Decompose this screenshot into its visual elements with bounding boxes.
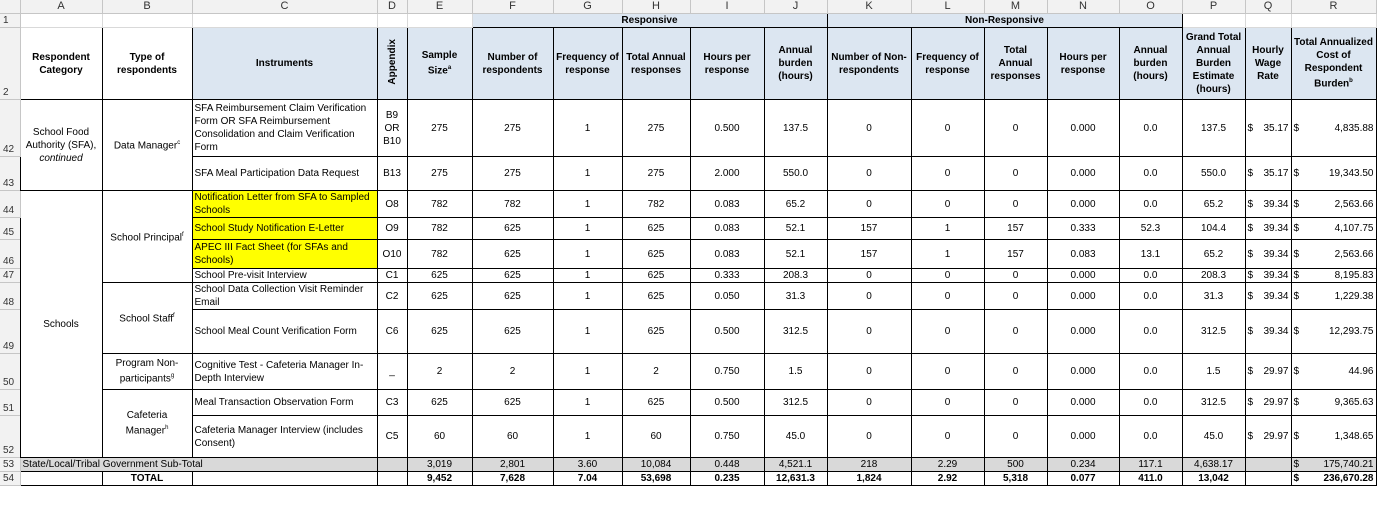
- header-nr-hours-per-response: Hours per response: [1047, 28, 1119, 100]
- subtotal-value-j[interactable]: 4,521.1: [764, 458, 827, 472]
- value-cell-k[interactable]: 0: [827, 100, 911, 157]
- total-cost-cell[interactable]: $ 1,229.38: [1291, 283, 1376, 310]
- value-cell-n[interactable]: 0.000: [1047, 354, 1119, 390]
- value-cell-i[interactable]: 0.500: [690, 390, 764, 416]
- value-cell-n[interactable]: 0.000: [1047, 157, 1119, 191]
- value-cell-o[interactable]: 0.0: [1119, 100, 1182, 157]
- value-cell-n[interactable]: 0.000: [1047, 390, 1119, 416]
- appendix-cell[interactable]: O10: [377, 240, 407, 269]
- value-cell-f[interactable]: 625: [472, 240, 553, 269]
- total-cost-cell[interactable]: $ 4,107.75: [1291, 218, 1376, 240]
- value-cell-e[interactable]: 2: [407, 354, 472, 390]
- value-cell-i[interactable]: 2.000: [690, 157, 764, 191]
- value-cell-n[interactable]: 0.000: [1047, 416, 1119, 458]
- value-cell-i[interactable]: 0.500: [690, 310, 764, 354]
- header-nr-annual-burden: Annual burden (hours): [1119, 28, 1182, 100]
- subtotal-value-g[interactable]: 3.60: [553, 458, 622, 472]
- value-cell-p[interactable]: 65.2: [1182, 191, 1245, 218]
- subtotal-value-f[interactable]: 2,801: [472, 458, 553, 472]
- value-cell-i[interactable]: 0.083: [690, 240, 764, 269]
- value-cell-i[interactable]: 0.333: [690, 269, 764, 283]
- total-appendix[interactable]: [377, 472, 407, 486]
- value-cell-i[interactable]: 0.750: [690, 416, 764, 458]
- table-row: [0, 100, 1376, 157]
- instrument-cell[interactable]: Cognitive Test - Cafeteria Manager In-Depth Interview: [192, 354, 377, 390]
- value-cell-h[interactable]: 625: [622, 269, 690, 283]
- column-header-p[interactable]: P: [1182, 0, 1245, 14]
- value-cell-k[interactable]: 0: [827, 390, 911, 416]
- table-row: [0, 283, 1376, 310]
- value-cell-f[interactable]: 275: [472, 157, 553, 191]
- value-cell-k[interactable]: 0: [827, 191, 911, 218]
- value-cell-m[interactable]: 157: [984, 218, 1047, 240]
- value-cell-g[interactable]: 1: [553, 390, 622, 416]
- value-cell-g[interactable]: 1: [553, 269, 622, 283]
- value-cell-e[interactable]: 275: [407, 157, 472, 191]
- value-cell-k[interactable]: 0: [827, 283, 911, 310]
- table-row: [0, 354, 1376, 390]
- value-cell-g[interactable]: 1: [553, 416, 622, 458]
- value-cell-o[interactable]: 0.0: [1119, 157, 1182, 191]
- value-cell-l[interactable]: 0: [911, 191, 984, 218]
- value-cell-n[interactable]: 0.000: [1047, 191, 1119, 218]
- value-cell-n[interactable]: 0.000: [1047, 310, 1119, 354]
- row-number[interactable]: 42: [0, 100, 20, 157]
- row-number[interactable]: 46: [0, 240, 20, 269]
- value-cell-m[interactable]: 0: [984, 390, 1047, 416]
- value-cell-h[interactable]: 625: [622, 240, 690, 269]
- subtotal-value-o[interactable]: 117.1: [1119, 458, 1182, 472]
- subtotal-row: [0, 458, 1376, 472]
- value-cell-g[interactable]: 1: [553, 354, 622, 390]
- appendix-cell[interactable]: C2: [377, 283, 407, 310]
- value-cell-f[interactable]: 275: [472, 100, 553, 157]
- value-cell-o[interactable]: 0.0: [1119, 416, 1182, 458]
- group-responsive: Responsive: [472, 14, 827, 28]
- hourly-wage-cell[interactable]: $ 29.97: [1245, 390, 1291, 416]
- value-cell-h[interactable]: 2: [622, 354, 690, 390]
- value-cell-p[interactable]: 312.5: [1182, 390, 1245, 416]
- row-number[interactable]: 49: [0, 310, 20, 354]
- column-header-i[interactable]: I: [690, 0, 764, 14]
- value-cell-p[interactable]: 312.5: [1182, 310, 1245, 354]
- respondent-type-cell[interactable]: Data Manager$^c$: [102, 100, 192, 191]
- column-header-d[interactable]: D: [377, 0, 407, 14]
- column-header-h[interactable]: H: [622, 0, 690, 14]
- value-cell-l[interactable]: 0: [911, 269, 984, 283]
- header-nr-frequency-of-response: Frequency of response: [911, 28, 984, 100]
- table-row: [0, 310, 1376, 354]
- row-number[interactable]: 2: [0, 28, 20, 100]
- value-cell-l[interactable]: 0: [911, 310, 984, 354]
- subtotal-value-l[interactable]: 2.29: [911, 458, 984, 472]
- total-cost-cell[interactable]: $ 4,835.88: [1291, 100, 1376, 157]
- instrument-cell[interactable]: School Data Collection Visit Reminder Email: [192, 283, 377, 310]
- value-cell-p[interactable]: 208.3: [1182, 269, 1245, 283]
- hourly-wage-cell[interactable]: $ 35.17: [1245, 100, 1291, 157]
- total-blank[interactable]: [192, 472, 377, 486]
- total-value-p[interactable]: 13,042: [1182, 472, 1245, 486]
- value-cell-j[interactable]: 137.5: [764, 100, 827, 157]
- column-header-g[interactable]: G: [553, 0, 622, 14]
- value-cell-o[interactable]: 0.0: [1119, 283, 1182, 310]
- hourly-wage-cell[interactable]: $ 39.34: [1245, 240, 1291, 269]
- total-value-i[interactable]: 0.235: [690, 472, 764, 486]
- value-cell-h[interactable]: 60: [622, 416, 690, 458]
- value-cell-m[interactable]: 0: [984, 283, 1047, 310]
- total-cost-cell[interactable]: $ 9,365.63: [1291, 390, 1376, 416]
- hourly-wage-cell[interactable]: $ 39.34: [1245, 283, 1291, 310]
- respondent-type-cell[interactable]: School Staff$^f$: [102, 283, 192, 354]
- column-header-f[interactable]: F: [472, 0, 553, 14]
- appendix-cell[interactable]: C5: [377, 416, 407, 458]
- header-instruments: Instruments: [192, 28, 377, 100]
- respondent-type-cell[interactable]: Program Non-participants$^g$: [102, 354, 192, 390]
- value-cell-o[interactable]: 0.0: [1119, 269, 1182, 283]
- value-cell-l[interactable]: 0: [911, 283, 984, 310]
- total-blank[interactable]: [20, 472, 102, 486]
- value-cell-o[interactable]: 13.1: [1119, 240, 1182, 269]
- instrument-cell[interactable]: Meal Transaction Observation Form: [192, 390, 377, 416]
- column-header-m[interactable]: M: [984, 0, 1047, 14]
- row-number[interactable]: 53: [0, 458, 20, 472]
- total-value-e[interactable]: 9,452: [407, 472, 472, 486]
- value-cell-m[interactable]: 0: [984, 354, 1047, 390]
- value-cell-e[interactable]: 625: [407, 310, 472, 354]
- instrument-cell[interactable]: APEC III Fact Sheet (for SFAs and Schools): [192, 240, 377, 269]
- value-cell-m[interactable]: 0: [984, 157, 1047, 191]
- value-cell-f[interactable]: 2: [472, 354, 553, 390]
- value-cell-e[interactable]: 782: [407, 218, 472, 240]
- row-number[interactable]: 52: [0, 416, 20, 458]
- instrument-cell[interactable]: SFA Reimbursement Claim Verification Form OR SFA Reimbursement Consolidation and Claim Verification Form: [192, 100, 377, 157]
- total-value-k[interactable]: 1,824: [827, 472, 911, 486]
- value-cell-l[interactable]: 0: [911, 100, 984, 157]
- row-1: [0, 14, 1376, 28]
- group-non-responsive: Non-Responsive: [827, 14, 1182, 28]
- table-row: [0, 218, 1376, 240]
- hourly-wage-cell[interactable]: $ 29.97: [1245, 354, 1291, 390]
- header-total-annual-responses: Total Annual responses: [622, 28, 690, 100]
- value-cell-l[interactable]: 0: [911, 157, 984, 191]
- appendix-cell[interactable]: B9 OR B10: [377, 100, 407, 157]
- value-cell-e[interactable]: 782: [407, 240, 472, 269]
- subtotal-wage[interactable]: [1245, 458, 1291, 472]
- value-cell-p[interactable]: 137.5: [1182, 100, 1245, 157]
- column-header-n[interactable]: N: [1047, 0, 1119, 14]
- value-cell-n[interactable]: 0.333: [1047, 218, 1119, 240]
- column-header-e[interactable]: E: [407, 0, 472, 14]
- instrument-cell[interactable]: SFA Meal Participation Data Request: [192, 157, 377, 191]
- value-cell-j[interactable]: 550.0: [764, 157, 827, 191]
- value-cell-g[interactable]: 1: [553, 191, 622, 218]
- value-cell-o[interactable]: 0.0: [1119, 310, 1182, 354]
- hourly-wage-cell[interactable]: $ 39.34: [1245, 191, 1291, 218]
- column-header-row: [0, 0, 1376, 14]
- value-cell-m[interactable]: 0: [984, 100, 1047, 157]
- value-cell-l[interactable]: 0: [911, 390, 984, 416]
- value-cell-j[interactable]: 208.3: [764, 269, 827, 283]
- instrument-cell[interactable]: School Study Notification E-Letter: [192, 218, 377, 240]
- appendix-cell[interactable]: B13: [377, 157, 407, 191]
- row-2: [0, 28, 1376, 100]
- row-number[interactable]: 44: [0, 191, 20, 218]
- subtotal-value-k[interactable]: 218: [827, 458, 911, 472]
- subtotal-cost[interactable]: $ 175,740.21: [1291, 458, 1376, 472]
- value-cell-j[interactable]: 65.2: [764, 191, 827, 218]
- value-cell-o[interactable]: 0.0: [1119, 390, 1182, 416]
- column-header-q[interactable]: Q: [1245, 0, 1291, 14]
- column-header-c[interactable]: C: [192, 0, 377, 14]
- value-cell-j[interactable]: 31.3: [764, 283, 827, 310]
- value-cell-o[interactable]: 0.0: [1119, 191, 1182, 218]
- subtotal-value-p[interactable]: 4,638.17: [1182, 458, 1245, 472]
- header-annual-burden: Annual burden (hours): [764, 28, 827, 100]
- value-cell-o[interactable]: 0.0: [1119, 354, 1182, 390]
- row-number[interactable]: 51: [0, 390, 20, 416]
- total-cost-cell[interactable]: $ 12,293.75: [1291, 310, 1376, 354]
- value-cell-m[interactable]: 157: [984, 240, 1047, 269]
- subtotal-value-i[interactable]: 0.448: [690, 458, 764, 472]
- value-cell-k[interactable]: 0: [827, 269, 911, 283]
- hourly-wage-cell[interactable]: $ 29.97: [1245, 416, 1291, 458]
- value-cell-f[interactable]: 782: [472, 191, 553, 218]
- total-value-j[interactable]: 12,631.3: [764, 472, 827, 486]
- value-cell-m[interactable]: 0: [984, 191, 1047, 218]
- value-cell-k[interactable]: 157: [827, 218, 911, 240]
- total-value-l[interactable]: 2.92: [911, 472, 984, 486]
- value-cell-e[interactable]: 782: [407, 191, 472, 218]
- value-cell-n[interactable]: 0.000: [1047, 269, 1119, 283]
- value-cell-f[interactable]: 625: [472, 310, 553, 354]
- value-cell-n[interactable]: 0.000: [1047, 100, 1119, 157]
- value-cell-k[interactable]: 0: [827, 157, 911, 191]
- value-cell-e[interactable]: 275: [407, 100, 472, 157]
- respondent-type-cell[interactable]: Cafeteria Manager$^h$: [102, 390, 192, 458]
- value-cell-j[interactable]: 312.5: [764, 390, 827, 416]
- value-cell-j[interactable]: 52.1: [764, 240, 827, 269]
- header-appendix: Appendix: [377, 28, 407, 100]
- value-cell-k[interactable]: 0: [827, 416, 911, 458]
- value-cell-i[interactable]: 0.750: [690, 354, 764, 390]
- value-cell-l[interactable]: 1: [911, 240, 984, 269]
- category-continued: continued: [39, 152, 83, 164]
- column-header-l[interactable]: L: [911, 0, 984, 14]
- value-cell-j[interactable]: 1.5: [764, 354, 827, 390]
- value-cell-l[interactable]: 0: [911, 416, 984, 458]
- column-header-b[interactable]: B: [102, 0, 192, 14]
- total-cost[interactable]: $ 236,670.28: [1291, 472, 1376, 486]
- table-row: [0, 390, 1376, 416]
- column-header-a[interactable]: A: [20, 0, 102, 14]
- column-header-j[interactable]: J: [764, 0, 827, 14]
- subtotal-value-h[interactable]: 10,084: [622, 458, 690, 472]
- header-respondent-category: Respondent Category: [20, 28, 102, 100]
- subtotal-label[interactable]: State/Local/Tribal Government Sub-Total: [20, 458, 377, 472]
- subtotal-appendix[interactable]: [377, 458, 407, 472]
- value-cell-j[interactable]: 45.0: [764, 416, 827, 458]
- value-cell-m[interactable]: 0: [984, 310, 1047, 354]
- value-cell-i[interactable]: 0.500: [690, 100, 764, 157]
- appendix-cell[interactable]: C6: [377, 310, 407, 354]
- value-cell-m[interactable]: 0: [984, 269, 1047, 283]
- instrument-cell[interactable]: Cafeteria Manager Interview (includes Consent): [192, 416, 377, 458]
- total-value-n[interactable]: 0.077: [1047, 472, 1119, 486]
- appendix-cell[interactable]: C3: [377, 390, 407, 416]
- total-value-o[interactable]: 411.0: [1119, 472, 1182, 486]
- value-cell-l[interactable]: 1: [911, 218, 984, 240]
- row-number[interactable]: 45: [0, 218, 20, 240]
- appendix-cell[interactable]: O8: [377, 191, 407, 218]
- value-cell-n[interactable]: 0.083: [1047, 240, 1119, 269]
- category-label: School Food Authority (SFA),: [25, 126, 97, 151]
- value-cell-f[interactable]: 625: [472, 283, 553, 310]
- value-cell-k[interactable]: 157: [827, 240, 911, 269]
- total-cost-cell[interactable]: $ 2,563.66: [1291, 191, 1376, 218]
- hourly-wage-cell[interactable]: $ 39.34: [1245, 269, 1291, 283]
- total-value-h[interactable]: 53,698: [622, 472, 690, 486]
- total-cost-cell[interactable]: $ 19,343.50: [1291, 157, 1376, 191]
- row-number[interactable]: 48: [0, 283, 20, 310]
- hourly-wage-cell[interactable]: $ 39.34: [1245, 310, 1291, 354]
- total-wage[interactable]: [1245, 472, 1291, 486]
- table-row: [0, 269, 1376, 283]
- value-cell-o[interactable]: 52.3: [1119, 218, 1182, 240]
- value-cell-k[interactable]: 0: [827, 310, 911, 354]
- instrument-cell[interactable]: School Meal Count Verification Form: [192, 310, 377, 354]
- value-cell-g[interactable]: 1: [553, 100, 622, 157]
- total-cost-cell[interactable]: $ 8,195.83: [1291, 269, 1376, 283]
- value-cell-h[interactable]: 625: [622, 390, 690, 416]
- value-cell-f[interactable]: 625: [472, 390, 553, 416]
- column-header-r[interactable]: R: [1291, 0, 1376, 14]
- value-cell-e[interactable]: 60: [407, 416, 472, 458]
- value-cell-p[interactable]: 65.2: [1182, 240, 1245, 269]
- subtotal-value-m[interactable]: 500: [984, 458, 1047, 472]
- instrument-cell[interactable]: Notification Letter from SFA to Sampled Schools: [192, 191, 377, 218]
- table-row: [0, 416, 1376, 458]
- value-cell-g[interactable]: 1: [553, 310, 622, 354]
- appendix-cell[interactable]: O9: [377, 218, 407, 240]
- header-hours-per-response: Hours per response: [690, 28, 764, 100]
- value-cell-p[interactable]: 550.0: [1182, 157, 1245, 191]
- value-cell-j[interactable]: 52.1: [764, 218, 827, 240]
- value-cell-p[interactable]: 104.4: [1182, 218, 1245, 240]
- value-cell-e[interactable]: 625: [407, 283, 472, 310]
- value-cell-i[interactable]: 0.083: [690, 218, 764, 240]
- header-type-of-respondents: Type of respondents: [102, 28, 192, 100]
- header-nr-total-annual-responses: Total Annual responses: [984, 28, 1047, 100]
- value-cell-g[interactable]: 1: [553, 240, 622, 269]
- value-cell-m[interactable]: 0: [984, 416, 1047, 458]
- header-sample-size: Sample Size$^a$: [407, 28, 472, 100]
- table-row: [0, 157, 1376, 191]
- respondent-type-cell[interactable]: School Principal$^f$: [102, 191, 192, 283]
- value-cell-g[interactable]: 1: [553, 283, 622, 310]
- total-cost-cell[interactable]: $ 44.96: [1291, 354, 1376, 390]
- total-label[interactable]: TOTAL: [102, 472, 192, 486]
- value-cell-h[interactable]: 782: [622, 191, 690, 218]
- value-cell-f[interactable]: 625: [472, 269, 553, 283]
- value-cell-e[interactable]: 625: [407, 390, 472, 416]
- table-row: [0, 240, 1376, 269]
- value-cell-h[interactable]: 275: [622, 157, 690, 191]
- total-row: [0, 472, 1376, 486]
- value-cell-n[interactable]: 0.000: [1047, 283, 1119, 310]
- appendix-cell[interactable]: _: [377, 354, 407, 390]
- hourly-wage-cell[interactable]: $ 35.17: [1245, 157, 1291, 191]
- value-cell-g[interactable]: 1: [553, 157, 622, 191]
- value-cell-l[interactable]: 0: [911, 354, 984, 390]
- column-header-k[interactable]: K: [827, 0, 911, 14]
- subtotal-value-e[interactable]: 3,019: [407, 458, 472, 472]
- value-cell-g[interactable]: 1: [553, 218, 622, 240]
- row-number[interactable]: 43: [0, 157, 20, 191]
- header-number-of-non-respondents: Number of Non-respondents: [827, 28, 911, 100]
- value-cell-h[interactable]: 625: [622, 283, 690, 310]
- respondent-category-cell[interactable]: Schools: [20, 191, 102, 458]
- header-grand-total: Grand Total Annual Burden Estimate (hours): [1182, 28, 1245, 100]
- value-cell-h[interactable]: 625: [622, 310, 690, 354]
- instrument-cell[interactable]: School Pre-visit Interview: [192, 269, 377, 283]
- row-number[interactable]: 50: [0, 354, 20, 390]
- value-cell-p[interactable]: 31.3: [1182, 283, 1245, 310]
- value-cell-k[interactable]: 0: [827, 354, 911, 390]
- total-cost-cell[interactable]: $ 2,563.66: [1291, 240, 1376, 269]
- value-cell-i[interactable]: 0.083: [690, 191, 764, 218]
- value-cell-h[interactable]: 625: [622, 218, 690, 240]
- row-number[interactable]: 1: [0, 14, 20, 28]
- hourly-wage-cell[interactable]: $ 39.34: [1245, 218, 1291, 240]
- value-cell-h[interactable]: 275: [622, 100, 690, 157]
- total-value-m[interactable]: 5,318: [984, 472, 1047, 486]
- column-header-o[interactable]: O: [1119, 0, 1182, 14]
- header-frequency-of-response: Frequency of response: [553, 28, 622, 100]
- total-cost-cell[interactable]: $ 1,348.65: [1291, 416, 1376, 458]
- value-cell-f[interactable]: 625: [472, 218, 553, 240]
- respondent-category-cell[interactable]: [20, 100, 102, 191]
- total-value-f[interactable]: 7,628: [472, 472, 553, 486]
- row-number[interactable]: 54: [0, 472, 20, 486]
- table-row: [0, 191, 1376, 218]
- value-cell-j[interactable]: 312.5: [764, 310, 827, 354]
- value-cell-p[interactable]: 1.5: [1182, 354, 1245, 390]
- row-number[interactable]: 47: [0, 269, 20, 283]
- header-total-annualized-cost: Total Annualized Cost of Respondent Burden$^b$: [1291, 28, 1376, 100]
- value-cell-e[interactable]: 625: [407, 269, 472, 283]
- value-cell-p[interactable]: 45.0: [1182, 416, 1245, 458]
- header-number-of-respondents: Number of respondents: [472, 28, 553, 100]
- appendix-cell[interactable]: C1: [377, 269, 407, 283]
- total-value-g[interactable]: 7.04: [553, 472, 622, 486]
- value-cell-i[interactable]: 0.050: [690, 283, 764, 310]
- value-cell-f[interactable]: 60: [472, 416, 553, 458]
- header-hourly-wage-rate: Hourly Wage Rate: [1245, 28, 1291, 100]
- subtotal-value-n[interactable]: 0.234: [1047, 458, 1119, 472]
- select-all-corner[interactable]: [0, 0, 20, 14]
